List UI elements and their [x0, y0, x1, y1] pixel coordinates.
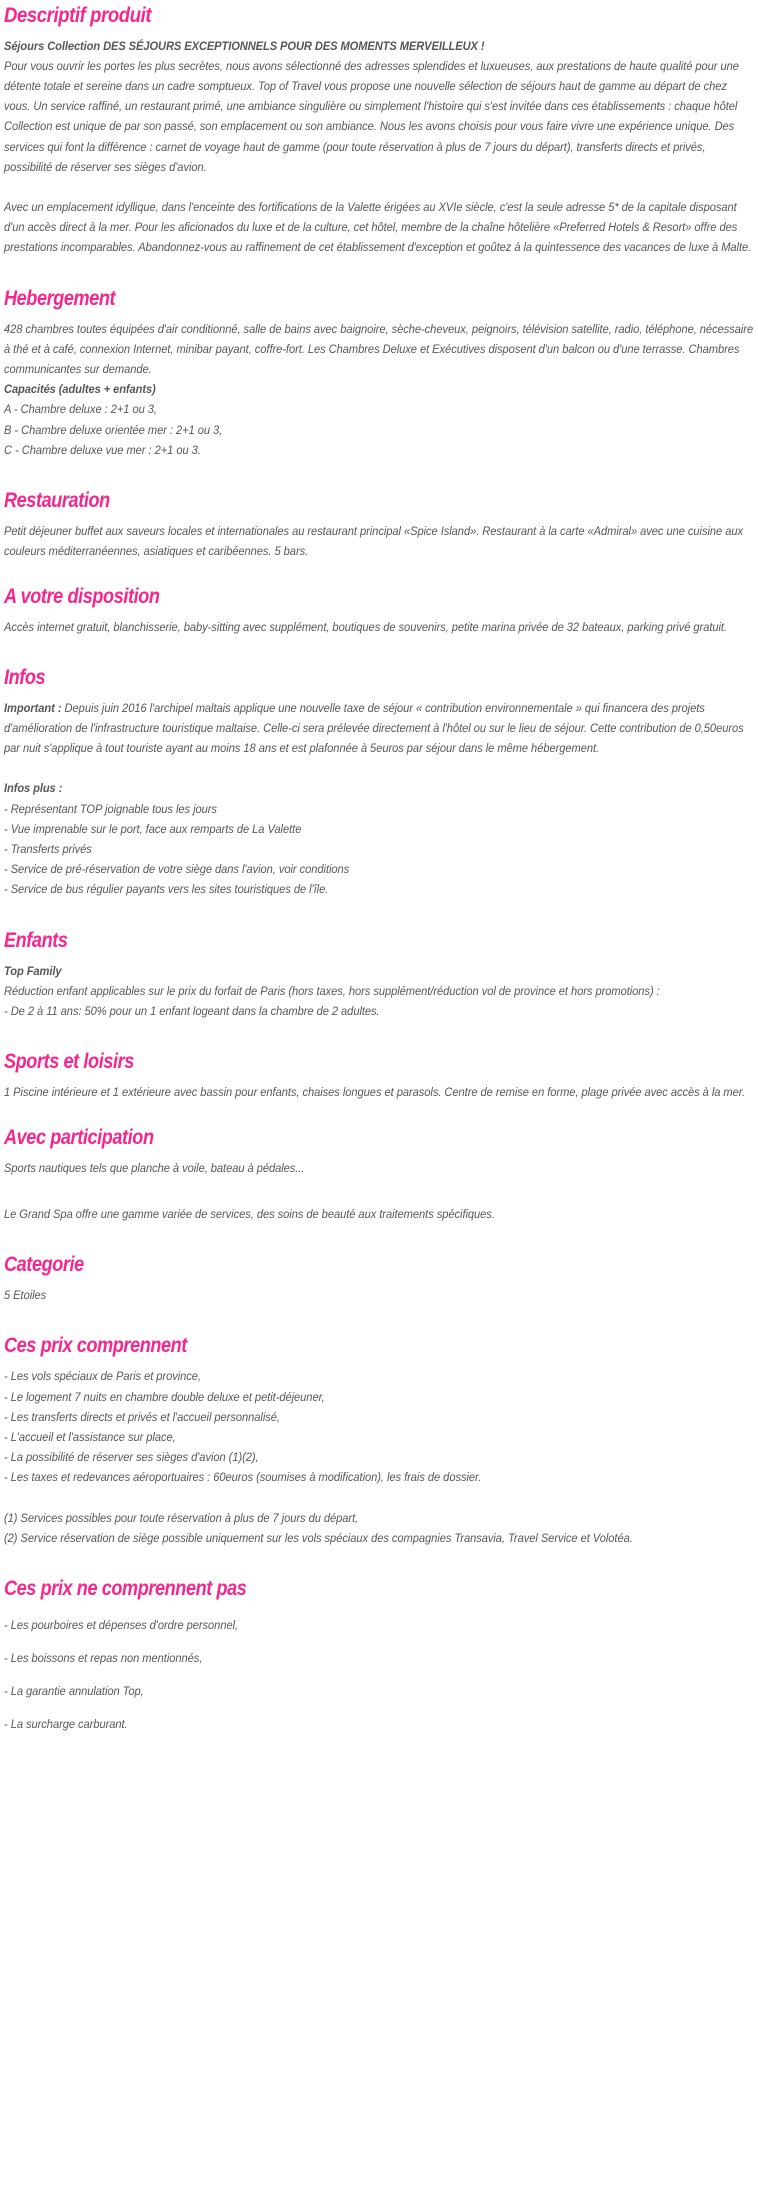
spacer — [4, 27, 754, 36]
prix-comprennent-footnote-1: (1) Services possibles pour toute réservation à plus de 7 jours du départ, — [4, 1510, 359, 1525]
section-title-hebergement: Hebergement — [4, 286, 116, 310]
prix-comprennent-item-5: - La possibilité de réserver ses sièges d'avion (1)(2), — [4, 1450, 259, 1465]
spacer — [4, 1149, 754, 1158]
disposition-paragraph-1: Accès internet gratuit, blanchisserie, baby-sitting avec supplément, boutiques de souvenirs, petite marina privée de 32 bateaux, parking privé gratuit. — [4, 619, 727, 634]
prix-ne-comprennent-item-1: - Les pourboires et dépenses d'ordre personnel, — [4, 1617, 239, 1632]
spacer — [4, 1021, 754, 1051]
capacite-item-b: B - Chambre deluxe orientée mer : 2+1 ou 3, — [4, 422, 223, 437]
spacer — [4, 608, 754, 617]
infos-plus-item-3: - Transferts privés — [4, 842, 92, 857]
spacer — [4, 177, 754, 197]
spacer — [4, 1103, 754, 1127]
section-title-prix-comprennent: Ces prix comprennent — [4, 1334, 187, 1358]
spacer — [4, 512, 754, 521]
spacer — [4, 1276, 754, 1285]
infos-plus-item-5: - Service de bus régulier payants vers les sites touristiques de l'île. — [4, 882, 329, 897]
spacer — [4, 460, 754, 490]
spacer — [4, 258, 754, 288]
spacer — [4, 1305, 754, 1335]
spacer — [4, 1357, 754, 1366]
prix-comprennent-footnote-2: (2) Service réservation de siège possible uniquement sur les vols spéciaux des compagnies Transavia, Travel Service et Volotéa. — [4, 1530, 633, 1545]
prix-comprennent-item-3: - Les transferts directs et privés et l'accueil personnalisé, — [4, 1409, 280, 1424]
section-title-disposition: A votre disposition — [4, 584, 160, 608]
prix-ne-comprennent-item-3: - La garantie annulation Top, — [4, 1683, 144, 1698]
spacer — [4, 900, 754, 930]
spacer — [4, 689, 754, 698]
descriptif-paragraph-1: Pour vous ouvrir les portes les plus secrètes, nous avons sélectionné des adresses splendides et luxueuses, aux prestations de haute qualité pour une détente totale et sereine dans un cadre somptueux. Top of Travel vous propose une nouvelle sélection de séjours haut de gamme au départ de chez vous. Un service raffiné, un restaurant primé, une ambiance singulière ou simplement l'histoire qui s'est invitée dans ces établissements : chaque hôtel Collection est unique de par son passé, son emplacement ou son ambiance. Nous les avons choisis pour vous faire vivre une expérience unique. Des services qui font la différence : carnet de voyage haut de gamme (pour toute réservation à plus de 7 jours du départ), transferts directs et privés, possibilité de réserver ses sièges d'avion. — [4, 58, 739, 174]
section-title-participation: Avec participation — [4, 1125, 154, 1149]
participation-paragraph-2: Le Grand Spa offre une gamme variée de services, des soins de beauté aux traitements spécifiques. — [4, 1206, 495, 1221]
restauration-paragraph-1: Petit déjeuner buffet aux saveurs locales et internationales au restaurant principal «Spice Island». Restaurant à la carte «Admiral» avec une cuisine aux couleurs méditerranéennes, asiatiques et caribéennes. 5 bars. — [4, 524, 743, 559]
prix-comprennent-item-6: - Les taxes et redevances aéroportuaires : 60euros (soumises à modification), les frais de dossier. — [4, 1470, 482, 1485]
spacer — [4, 562, 754, 586]
spacer — [4, 952, 754, 961]
capacite-item-a: A - Chambre deluxe : 2+1 ou 3, — [4, 402, 157, 417]
infos-plus-label: Infos plus : — [4, 781, 63, 796]
enfants-item-1: - De 2 à 11 ans: 50% pour un 1 enfant logeant dans la chambre de 2 adultes. — [4, 1004, 380, 1019]
prix-comprennent-item-1: - Les vols spéciaux de Paris et province, — [4, 1369, 201, 1384]
prix-comprennent-item-2: - Le logement 7 nuits en chambre double deluxe et petit-déjeuner, — [4, 1389, 325, 1404]
prix-comprennent-item-4: - L'accueil et l'assistance sur place, — [4, 1429, 176, 1444]
spacer — [4, 758, 754, 778]
spacer — [4, 1073, 754, 1082]
infos-plus-item-1: - Représentant TOP joignable tous les jours — [4, 801, 217, 816]
important-text: Depuis juin 2016 l'archipel maltais applique une nouvelle taxe de séjour « contribution environnementale » qui financera des projets d'amélioration de l'infrastructure touristique maltaise. Celle-ci sera prélevée directement à l'hôtel ou sur le lieu de séjour. Cette contribution de 0,50euros par nuit s'applique à tout touriste ayant au moins 18 ans et est plafonnée à 5euros par séjour dans le même hébergement. — [4, 700, 744, 756]
section-title-prix-ne-comprennent-pas: Ces prix ne comprennent pas — [4, 1576, 247, 1600]
sports-paragraph-1: 1 Piscine intérieure et 1 extérieure avec bassin pour enfants, chaises longues et parasols. Centre de remise en forme, plage privée avec accès à la mer. — [4, 1085, 746, 1100]
section-title-enfants: Enfants — [4, 928, 68, 952]
section-title-descriptif: Descriptif produit — [4, 3, 152, 27]
descriptif-lead: Séjours Collection DES SÉJOURS EXCEPTIONNELS POUR DES MOMENTS MERVEILLEUX ! — [4, 38, 485, 53]
spacer — [4, 310, 754, 319]
spacer — [4, 1600, 754, 1609]
hebergement-paragraph-1: 428 chambres toutes équipées d'air conditionné, salle de bains avec baignoire, sèche-cheveux, peignoirs, télévision satellite, radio, téléphone, nécessaire à thé et à café, connexion Internet, minibar payant, coffre-fort. Les Chambres Deluxe et Exécutives disposent d'un balcon ou d'une terrasse. Chambres communicantes sur demande. — [4, 321, 754, 377]
spacer — [4, 1548, 754, 1578]
enfants-paragraph-1: Réduction enfant applicables sur le prix du forfait de Paris (hors taxes, hors supplément/réduction vol de province et hors promotions) : — [4, 983, 660, 998]
spacer — [4, 1488, 754, 1508]
participation-paragraph-1: Sports nautiques tels que planche à voile, bateau à pédales... — [4, 1160, 305, 1175]
section-title-restauration: Restauration — [4, 489, 110, 513]
infos-plus-item-2: - Vue imprenable sur le port, face aux remparts de La Valette — [4, 821, 302, 836]
section-title-sports: Sports et loisirs — [4, 1050, 134, 1074]
descriptif-paragraph-2: Avec un emplacement idyllique, dans l'enceinte des fortifications de la Valette érigées au XVIe siècle, c'est la seule adresse 5* de la capitale disposant d'un accès direct à la mer. Pour les aficionados du luxe et de la culture, cet hôtel, membre de la chaîne hôtelière «Preferred Hotels & Resort» offre des prestations incomparables. Abandonnez-vous au raffinement de cet établissement d'exception et goûtez à la quintessence des vacances de luxe à Malte. — [4, 199, 752, 255]
spacer — [4, 637, 754, 667]
capacite-item-c: C - Chambre deluxe vue mer : 2+1 ou 3. — [4, 442, 201, 457]
prix-ne-comprennent-item-2: - Les boissons et repas non mentionnés, — [4, 1650, 203, 1665]
section-title-infos: Infos — [4, 665, 46, 689]
spacer — [4, 1224, 754, 1254]
capacites-label: Capacités (adultes + enfants) — [4, 382, 156, 397]
section-title-categorie: Categorie — [4, 1253, 84, 1276]
infos-plus-item-4: - Service de pré-réservation de votre siège dans l'avion, voir conditions — [4, 862, 350, 877]
categorie-value: 5 Etoiles — [4, 1288, 47, 1303]
infos-important-paragraph — [4, 698, 754, 759]
top-family-label: Top Family — [4, 963, 62, 978]
spacer — [4, 1178, 754, 1204]
important-label: Important : — [4, 700, 62, 715]
prix-ne-comprennent-item-4: - La surcharge carburant. — [4, 1716, 128, 1731]
